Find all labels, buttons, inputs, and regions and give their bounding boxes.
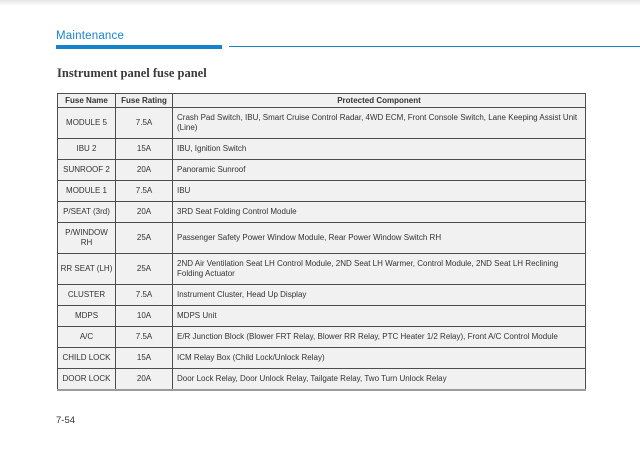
fuse-name-cell: CLUSTER: [58, 285, 116, 306]
col-header-protected-component: Protected Component: [173, 94, 586, 108]
header-rule-thick: [56, 45, 222, 49]
protected-component-cell: MDPS Unit: [173, 306, 586, 327]
fuse-name-cell: P/SEAT (3rd): [58, 202, 116, 223]
fuse-rating-cell: 25A: [116, 223, 173, 254]
header-row: [58, 94, 586, 108]
protected-component-cell: Door Lock Relay, Door Unlock Relay, Tailgate Relay, Two Turn Unlock Relay: [173, 369, 586, 391]
fuse-rating-cell: 25A: [116, 254, 173, 285]
protected-component-cell: IBU, Ignition Switch: [173, 139, 586, 160]
protected-component-cell: Instrument Cluster, Head Up Display: [173, 285, 586, 306]
protected-component-cell: ICM Relay Box (Child Lock/Unlock Relay): [173, 348, 586, 369]
page-title: Instrument panel fuse panel: [57, 66, 207, 80]
protected-component-cell: IBU: [173, 181, 586, 202]
section-label: Maintenance: [56, 30, 125, 42]
protected-component-cell: Panoramic Sunroof: [173, 160, 586, 181]
fuse-name-cell: P/WINDOW RH: [58, 223, 116, 254]
table-row: [58, 202, 586, 223]
fuse-rating-cell: 10A: [116, 306, 173, 327]
fuse-name-cell: MODULE 5: [58, 108, 116, 139]
fuse-rating-cell: 20A: [116, 160, 173, 181]
col-header-fuse-name: Fuse Name: [58, 94, 116, 108]
table-row: [58, 285, 586, 306]
fuse-name-cell: IBU 2: [58, 139, 116, 160]
fuse-rating-cell: 7.5A: [116, 181, 173, 202]
fuse-rating-cell: 15A: [116, 348, 173, 369]
fuse-table-header: [58, 94, 586, 108]
table-row: [58, 139, 586, 160]
protected-component-cell: Passenger Safety Power Window Module, Rear Power Window Switch RH: [173, 223, 586, 254]
fuse-name-cell: MDPS: [58, 306, 116, 327]
table-row: [58, 369, 586, 391]
fuse-table: [57, 93, 586, 391]
protected-component-cell: E/R Junction Block (Blower FRT Relay, Blower RR Relay, PTC Heater 1/2 Relay), Front A/C Control Module: [173, 327, 586, 348]
col-header-fuse-rating: Fuse Rating: [116, 94, 173, 108]
fuse-name-cell: MODULE 1: [58, 181, 116, 202]
table-row: [58, 348, 586, 369]
fuse-name-cell: SUNROOF 2: [58, 160, 116, 181]
fuse-name-cell: DOOR LOCK: [58, 369, 116, 391]
fuse-rating-cell: 7.5A: [116, 108, 173, 139]
table-row: [58, 181, 586, 202]
fuse-name-cell: A/C: [58, 327, 116, 348]
protected-component-cell: 3RD Seat Folding Control Module: [173, 202, 586, 223]
page-top-edge: [0, 0, 640, 5]
header-rule-thin: [229, 46, 640, 47]
fuse-table-body: [58, 108, 586, 391]
page-number: 7-54: [56, 415, 76, 426]
protected-component-cell: Crash Pad Switch, IBU, Smart Cruise Control Radar, 4WD ECM, Front Console Switch, Lane Keeping Assist Unit (Line): [173, 108, 586, 139]
protected-component-cell: 2ND Air Ventilation Seat LH Control Module, 2ND Seat LH Warmer, Control Module, 2ND Seat LH Reclining Folding Actuator: [173, 254, 586, 285]
table-row: [58, 223, 586, 254]
fuse-name-cell: RR SEAT (LH): [58, 254, 116, 285]
table-row: [58, 327, 586, 348]
fuse-rating-cell: 15A: [116, 139, 173, 160]
table-row: [58, 254, 586, 285]
table-row: [58, 306, 586, 327]
fuse-name-cell: CHILD LOCK: [58, 348, 116, 369]
fuse-rating-cell: 7.5A: [116, 327, 173, 348]
table-row: [58, 160, 586, 181]
fuse-rating-cell: 7.5A: [116, 285, 173, 306]
fuse-rating-cell: 20A: [116, 202, 173, 223]
table-row: [58, 108, 586, 139]
fuse-rating-cell: 20A: [116, 369, 173, 391]
